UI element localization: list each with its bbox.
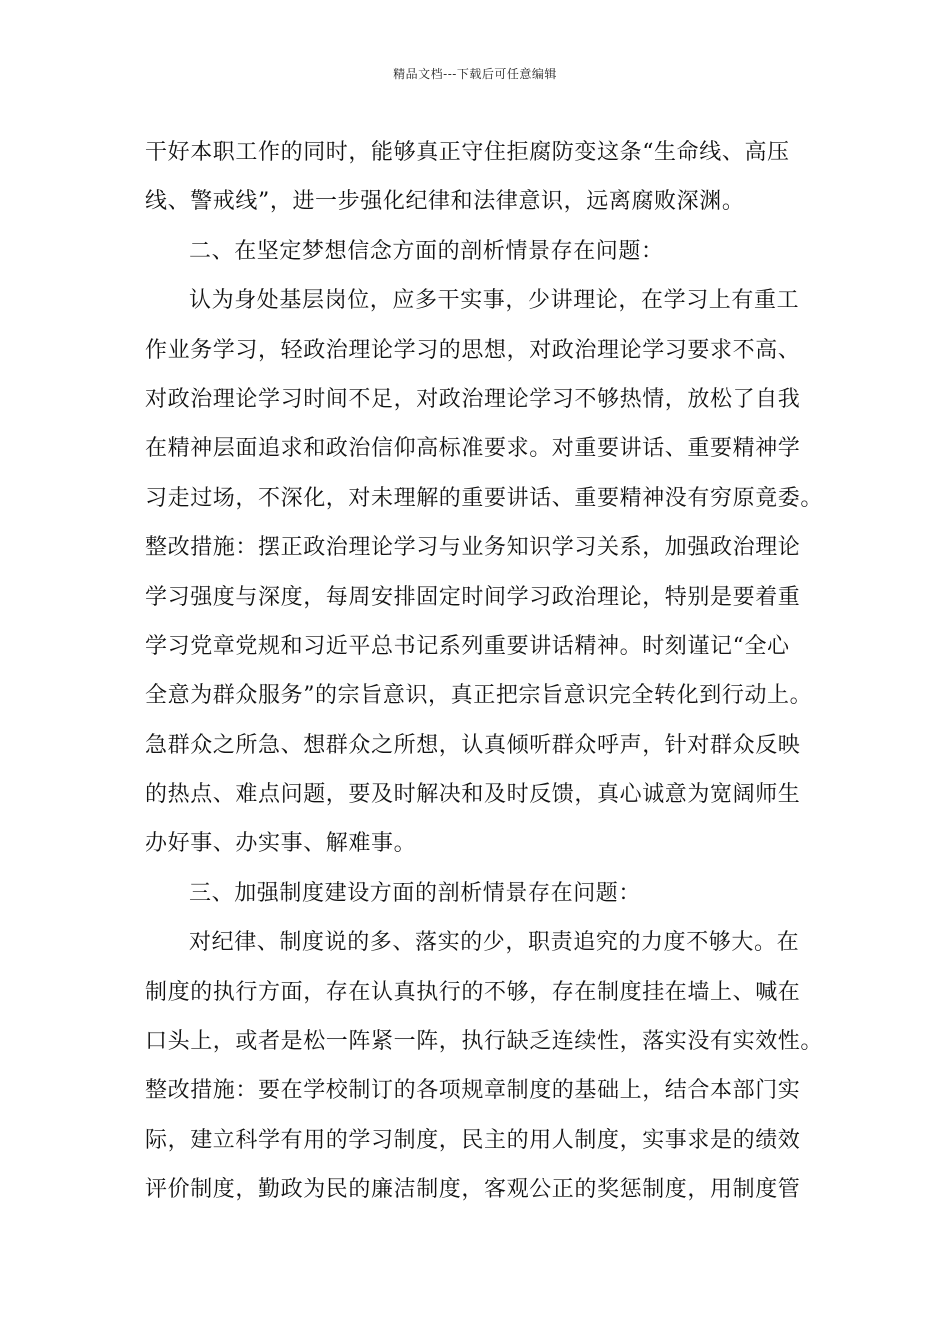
- text-line: 际，建立科学有用的学习制度，民主的用人制度，实事求是的绩效: [145, 1127, 801, 1153]
- text-line: 在精神层面追求和政治信仰高标准要求。对重要讲话、重要精神学: [145, 436, 801, 462]
- text-line: 二、在坚定梦想信念方面的剖析情景存在问题：: [189, 238, 664, 264]
- text-line: 口头上，或者是松一阵紧一阵，执行缺乏连续性，落实没有实效性。: [145, 1029, 824, 1055]
- text-line: 全意为群众服务”的宗旨意识，真正把宗旨意识完全转化到行动上。: [145, 683, 813, 709]
- text-line: 线、警戒线”，进一步强化纪律和法律意识，远离腐败深渊。: [145, 189, 745, 215]
- text-line: 急群众之所急、想群众之所想，认真倾听群众呼声，针对群众反映: [145, 732, 801, 758]
- text-line: 作业务学习，轻政治理论学习的思想，对政治理论学习要求不高、: [145, 337, 801, 363]
- text-line: 评价制度，勤政为民的廉洁制度，客观公正的奖惩制度，用制度管: [145, 1177, 801, 1203]
- text-line: 办好事、办实事、解难事。: [145, 831, 417, 857]
- text-line: 习走过场，不深化，对未理解的重要讲话、重要精神没有穷原竟委。: [145, 485, 824, 511]
- document-body: [145, 128, 825, 1215]
- text-line: 制度的执行方面，存在认真执行的不够，存在制度挂在墙上、喊在: [145, 979, 801, 1005]
- page-header: 精品文档---下载后可任意编辑: [393, 67, 557, 81]
- text-line: 整改措施：要在学校制订的各项规章制度的基础上，结合本部门实: [145, 1078, 801, 1104]
- text-line: 认为身处基层岗位，应多干实事，少讲理论，在学习上有重工: [189, 288, 800, 314]
- text-line: 三、加强制度建设方面的剖析情景存在问题：: [189, 880, 642, 906]
- text-line: 干好本职工作的同时，能够真正守住拒腐防变这条“生命线、高压: [145, 140, 790, 165]
- text-line: 整改措施：摆正政治理论学习与业务知识学习关系，加强政治理论: [145, 535, 801, 561]
- text-line: 学习党章党规和习近平总书记系列重要讲话精神。时刻谨记“全心: [145, 633, 790, 659]
- text-line: 学习强度与深度，每周安排固定时间学习政治理论，特别是要着重: [145, 584, 801, 610]
- text-line: 的热点、难点问题，要及时解决和及时反馈，真心诚意为宽阔师生: [145, 782, 801, 808]
- text-line: 对纪律、制度说的多、落实的少，职责追究的力度不够大。在: [189, 930, 800, 956]
- text-line: 对政治理论学习时间不足，对政治理论学习不够热情，放松了自我: [145, 386, 801, 412]
